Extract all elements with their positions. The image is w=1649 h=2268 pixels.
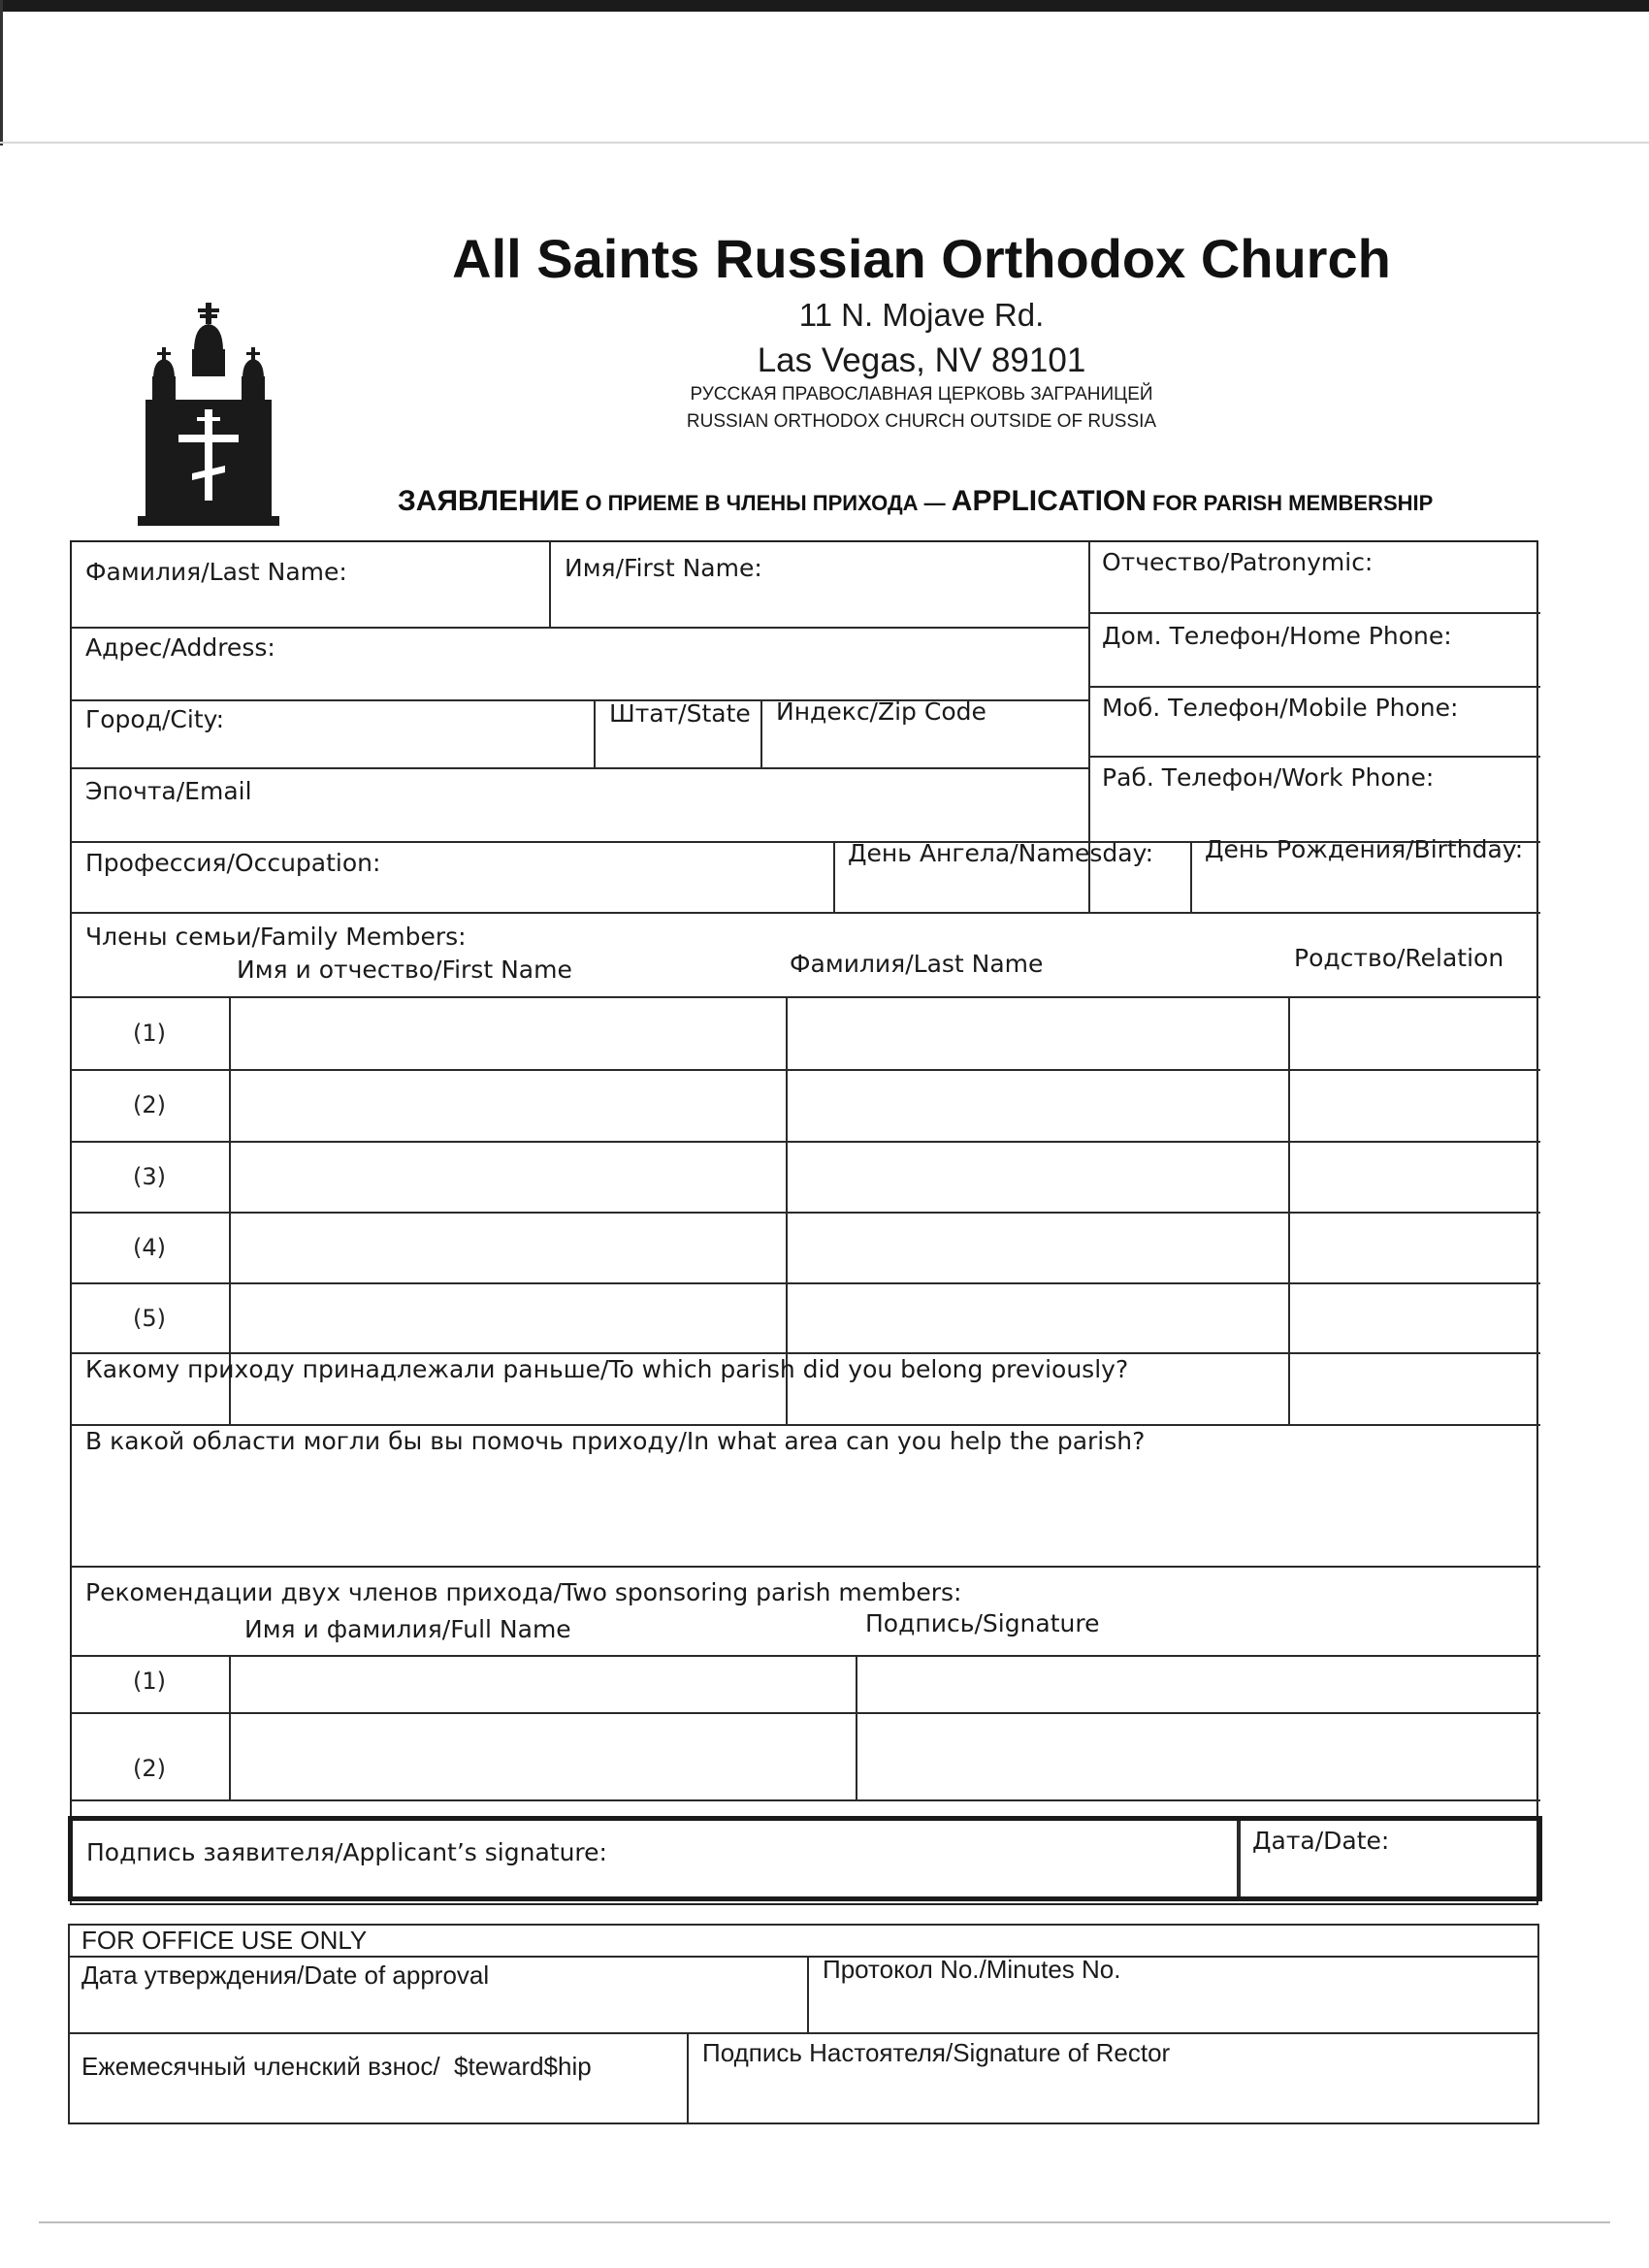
divider [72, 996, 1540, 998]
family-row-number: (3) [133, 1163, 166, 1190]
divider [549, 542, 551, 627]
divider [72, 1069, 1540, 1071]
minutes-number-field[interactable]: Протокол No./Minutes No. [823, 1955, 1121, 1984]
divider [70, 2032, 1537, 2034]
divider [72, 627, 1088, 629]
divider [72, 1712, 1540, 1714]
patronymic-field[interactable]: Отчество/Patronymic: [1102, 548, 1374, 576]
membership-form [70, 540, 1538, 1905]
office-use-heading: FOR OFFICE USE ONLY [81, 1926, 368, 1955]
rector-signature-field[interactable]: Подпись Настоятеля/Signature of Rector [702, 2038, 1171, 2067]
city-field[interactable]: Город/City: [85, 705, 225, 733]
address-line-2: Las Vegas, NV 89101 [757, 341, 1086, 379]
scan-border-top [0, 0, 1649, 12]
zip-code-field[interactable]: Индекс/Zip Code [776, 697, 986, 726]
sponsor-col-full-name: Имя и фамилия/Full Name [244, 1615, 571, 1643]
form-title-en-rest: FOR PARISH MEMBERSHIP [1146, 491, 1434, 515]
divider [72, 1141, 1540, 1143]
divider [72, 1424, 1540, 1426]
divider [72, 1655, 1540, 1657]
divider [72, 1282, 1540, 1284]
divider [687, 2032, 689, 2124]
address-field[interactable]: Адрес/Address: [85, 633, 275, 662]
previous-parish-field[interactable]: Какому приходу принадлежали раньше/To which parish did you belong previously? [85, 1355, 1129, 1383]
divider [1088, 612, 1540, 614]
approval-date-field[interactable]: Дата утверждения/Date of approval [81, 1960, 490, 1990]
family-row-number: (5) [133, 1305, 166, 1332]
stewardship-field[interactable]: Ежемесячный членский взнос/ $teward$hip [81, 2052, 592, 2081]
mobile-phone-field[interactable]: Моб. Телефон/Mobile Phone: [1102, 694, 1459, 722]
family-col-last-name: Фамилия/Last Name [790, 950, 1044, 978]
family-col-relation: Родство/Relation [1294, 944, 1504, 972]
divider [760, 699, 762, 767]
occupation-field[interactable]: Профессия/Occupation: [85, 849, 381, 877]
scan-border-left [0, 0, 3, 146]
subtitle-russian: РУССКАЯ ПРАВОСЛАВНАЯ ЦЕРКОВЬ ЗАГРАНИЦЕЙ [690, 384, 1153, 405]
family-col-first-name: Имя и отчество/First Name [237, 956, 572, 984]
applicant-signature-field[interactable]: Подпись заявителя/Applicant’s signature: [86, 1838, 607, 1866]
sponsor-row-number: (1) [133, 1668, 166, 1695]
divider [594, 699, 596, 767]
divider [72, 767, 1088, 769]
divider [856, 1655, 857, 1799]
divider [807, 1956, 809, 2032]
form-title-ru-rest: О ПРИЕМЕ В ЧЛЕНЫ ПРИХОДА — [579, 491, 952, 515]
church-name: All Saints Russian Orthodox Church [452, 228, 1391, 289]
form-title-en-main: APPLICATION [951, 485, 1147, 517]
family-row-number: (2) [133, 1091, 166, 1118]
applicant-signature-box [68, 1816, 1542, 1901]
birthday-field[interactable]: День Рождения/Birthday: [1205, 835, 1524, 863]
work-phone-field[interactable]: Раб. Телефон/Work Phone: [1102, 763, 1435, 792]
address-line-1: 11 N. Mojave Rd. [798, 297, 1045, 333]
subtitle-english: RUSSIAN ORTHODOX CHURCH OUTSIDE OF RUSSIA [686, 411, 1157, 432]
divider [229, 1655, 231, 1799]
date-field[interactable]: Дата/Date: [1252, 1827, 1390, 1855]
help-area-field[interactable]: В какой области могли бы вы помочь приходу/In what area can you help the parish? [85, 1427, 1146, 1455]
home-phone-field[interactable]: Дом. Телефон/Home Phone: [1102, 622, 1452, 650]
family-row-number: (4) [133, 1234, 166, 1261]
form-title-ru-main: ЗАЯВЛЕНИЕ [398, 485, 580, 517]
family-members-heading: Члены семьи/Family Members: [85, 923, 467, 951]
divider [833, 841, 835, 912]
divider [72, 1212, 1540, 1214]
divider [1088, 686, 1540, 688]
state-field[interactable]: Штат/State [609, 699, 751, 728]
form-title [398, 485, 1433, 518]
email-field[interactable]: Эпочта/Email [85, 777, 252, 805]
sponsor-row-number: (2) [133, 1755, 166, 1782]
sponsor-col-signature: Подпись/Signature [865, 1609, 1100, 1637]
first-name-field[interactable]: Имя/First Name: [565, 554, 762, 582]
divider [72, 1799, 1540, 1801]
last-name-field[interactable]: Фамилия/Last Name: [85, 558, 347, 586]
divider [1088, 756, 1540, 758]
office-use-box [68, 1924, 1539, 2124]
scan-bottom-line [39, 2221, 1610, 2223]
family-row-number: (1) [133, 1020, 166, 1047]
divider [72, 912, 1540, 914]
divider [72, 1566, 1540, 1568]
divider [70, 1956, 1537, 1958]
sponsors-heading: Рекомендации двух членов прихода/Two sponsoring parish members: [85, 1578, 962, 1606]
divider [1288, 996, 1290, 1424]
divider [1190, 841, 1192, 912]
namesday-field[interactable]: День Ангела/Namesday: [848, 839, 1153, 867]
divider [1237, 1821, 1241, 1896]
scan-edge-line [0, 142, 1649, 144]
divider [72, 1352, 1540, 1354]
